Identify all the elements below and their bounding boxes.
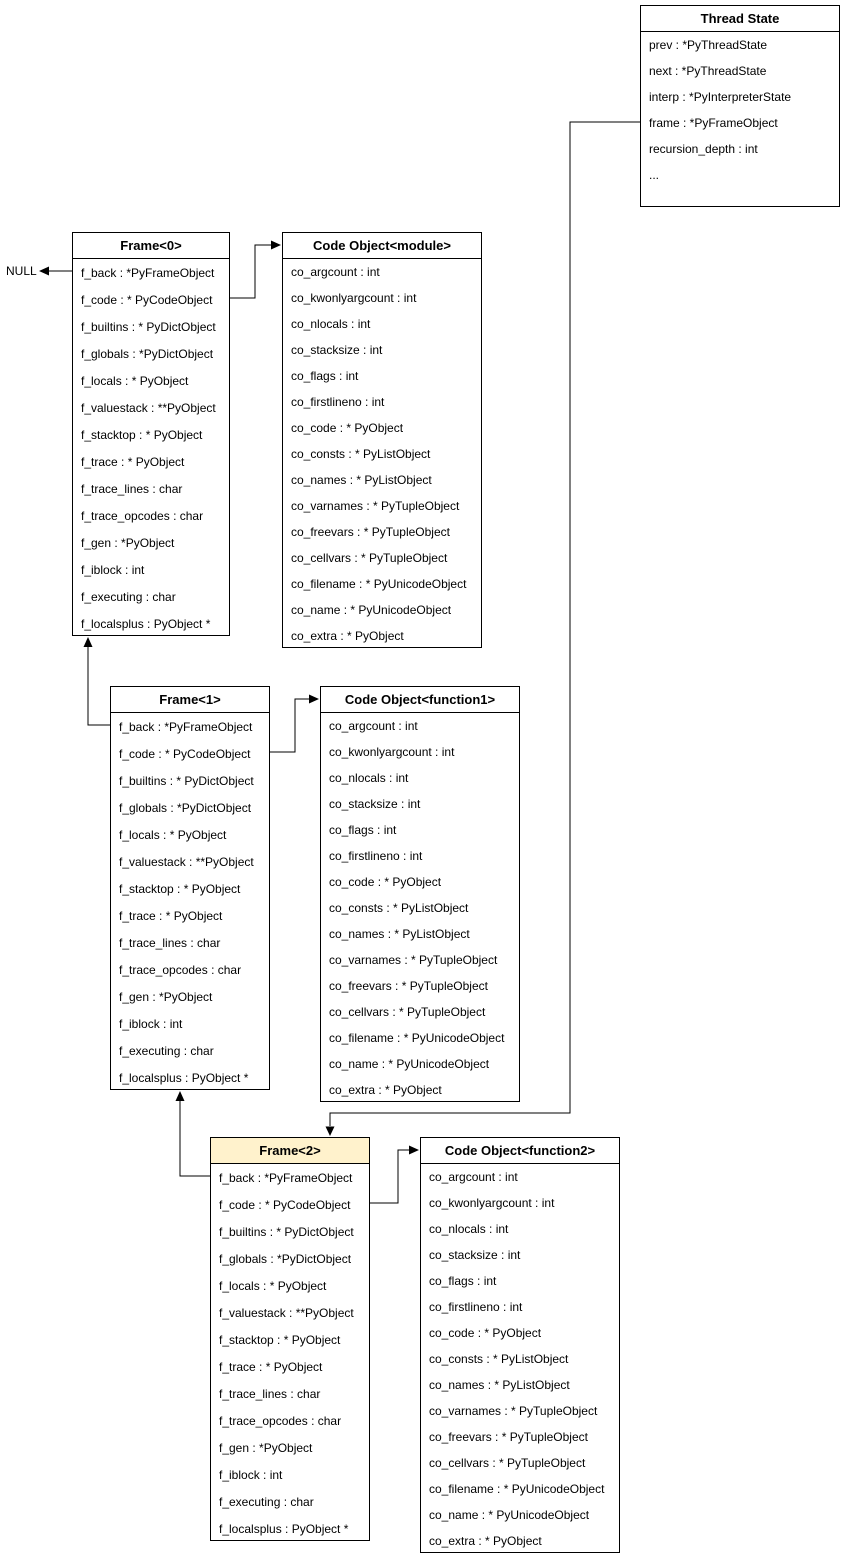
field-row: f_stacktop : * PyObject	[81, 427, 203, 442]
code-function2-title: Code Object<function2>	[421, 1138, 619, 1164]
field-row: co_firstlineno : int	[429, 1300, 523, 1314]
field-row: f_executing : char	[219, 1494, 314, 1509]
frame1-box	[110, 686, 270, 1090]
field-row: co_kwonlyargcount : int	[429, 1196, 555, 1210]
field-row: prev : *PyThreadState	[649, 38, 768, 52]
field-row: co_argcount : int	[429, 1170, 518, 1184]
field-row: f_gen : *PyObject	[219, 1440, 313, 1455]
field-row: f_iblock : int	[119, 1016, 183, 1031]
frame2-title: Frame<2>	[211, 1138, 369, 1164]
code-function1-title: Code Object<function1>	[321, 687, 519, 713]
field-row: f_valuestack : **PyObject	[219, 1305, 354, 1320]
code-function1-box	[320, 686, 520, 1102]
field-row: f_iblock : int	[219, 1467, 283, 1482]
field-row: co_argcount : int	[291, 265, 380, 279]
field-row: f_back : *PyFrameObject	[119, 719, 253, 734]
field-row: f_builtins : * PyDictObject	[219, 1224, 354, 1239]
frame1-fields	[111, 713, 269, 1090]
field-row: co_cellvars : * PyTupleObject	[429, 1456, 586, 1470]
field-row: co_code : * PyObject	[291, 421, 404, 435]
field-row: co_firstlineno : int	[329, 849, 423, 863]
field-row: co_filename : * PyUnicodeObject	[429, 1482, 605, 1496]
field-row: co_kwonlyargcount : int	[291, 291, 417, 305]
field-row: f_trace_opcodes : char	[119, 962, 242, 977]
field-row: co_filename : * PyUnicodeObject	[329, 1031, 505, 1045]
field-row: f_globals : *PyDictObject	[219, 1251, 352, 1266]
field-row: co_kwonlyargcount : int	[329, 745, 455, 759]
thread-state-fields	[641, 32, 839, 188]
field-row: f_gen : *PyObject	[81, 535, 175, 550]
code-function1-fields	[321, 713, 519, 1102]
field-row: f_globals : *PyDictObject	[119, 800, 252, 815]
field-row: f_locals : * PyObject	[119, 827, 227, 842]
field-row: f_trace : * PyObject	[219, 1359, 323, 1374]
field-row: f_valuestack : **PyObject	[81, 400, 216, 415]
field-row: co_nlocals : int	[329, 771, 409, 785]
field-row: co_extra : * PyObject	[329, 1083, 442, 1097]
field-row: co_freevars : * PyTupleObject	[429, 1430, 588, 1444]
code-function2-fields	[421, 1164, 619, 1553]
field-row: co_extra : * PyObject	[291, 629, 404, 643]
field-row: co_name : * PyUnicodeObject	[429, 1508, 590, 1522]
field-row: co_flags : int	[291, 369, 359, 383]
field-row: co_freevars : * PyTupleObject	[329, 979, 488, 993]
field-row: f_globals : *PyDictObject	[81, 346, 214, 361]
code-module-title: Code Object<module>	[283, 233, 481, 259]
field-row: f_back : *PyFrameObject	[219, 1170, 353, 1185]
field-row: co_cellvars : * PyTupleObject	[329, 1005, 486, 1019]
null-label: NULL	[6, 264, 37, 278]
field-row: co_stacksize : int	[429, 1248, 521, 1262]
field-row: f_executing : char	[119, 1043, 214, 1058]
thread-state-box	[640, 5, 840, 207]
code-module-fields	[283, 259, 481, 648]
field-row: co_flags : int	[429, 1274, 497, 1288]
field-row: f_builtins : * PyDictObject	[81, 319, 216, 334]
field-row: co_nlocals : int	[291, 317, 371, 331]
frame1-title: Frame<1>	[111, 687, 269, 713]
field-row: co_flags : int	[329, 823, 397, 837]
field-row: f_gen : *PyObject	[119, 989, 213, 1004]
field-row: co_consts : * PyListObject	[329, 901, 469, 915]
frame0-fields	[73, 259, 229, 636]
field-row: co_stacksize : int	[329, 797, 421, 811]
field-row: co_consts : * PyListObject	[291, 447, 431, 461]
field-row: frame : *PyFrameObject	[649, 116, 778, 130]
field-row: f_localsplus : PyObject *	[119, 1070, 249, 1085]
frame2-box	[210, 1137, 370, 1541]
field-row: f_code : * PyCodeObject	[119, 746, 251, 761]
field-row: co_argcount : int	[329, 719, 418, 733]
field-row: co_names : * PyListObject	[429, 1378, 570, 1392]
field-row: co_filename : * PyUnicodeObject	[291, 577, 467, 591]
frame1-fback-to-frame0-arrow	[84, 637, 111, 725]
field-row: co_names : * PyListObject	[291, 473, 432, 487]
frame2-fcode-to-code-function2-arrow	[370, 1146, 419, 1204]
frame2-fields	[211, 1164, 369, 1541]
code-module-box	[282, 232, 482, 648]
field-row: f_localsplus : PyObject *	[219, 1521, 349, 1536]
field-row: f_locals : * PyObject	[219, 1278, 327, 1293]
frame2-fback-to-frame1-arrow	[176, 1091, 211, 1176]
field-row: f_trace : * PyObject	[119, 908, 223, 923]
field-row: co_name : * PyUnicodeObject	[291, 603, 452, 617]
field-row: f_back : *PyFrameObject	[81, 265, 215, 280]
thread-state-title: Thread State	[641, 6, 839, 32]
frame1-fcode-to-code-function1-arrow	[270, 695, 319, 753]
field-row: co_consts : * PyListObject	[429, 1352, 569, 1366]
field-row: f_valuestack : **PyObject	[119, 854, 254, 869]
field-row: f_code : * PyCodeObject	[81, 292, 213, 307]
field-row: co_firstlineno : int	[291, 395, 385, 409]
frame0-box	[72, 232, 230, 636]
field-row: co_nlocals : int	[429, 1222, 509, 1236]
frame0-fcode-to-code-module-arrow	[230, 241, 281, 299]
field-row: f_builtins : * PyDictObject	[119, 773, 254, 788]
field-row: co_stacksize : int	[291, 343, 383, 357]
field-row: f_trace : * PyObject	[81, 454, 185, 469]
field-row: f_locals : * PyObject	[81, 373, 189, 388]
field-row: f_trace_opcodes : char	[81, 508, 204, 523]
field-row: co_freevars : * PyTupleObject	[291, 525, 450, 539]
field-row: co_code : * PyObject	[329, 875, 442, 889]
frame0-fback-to-null-arrow	[39, 267, 72, 276]
field-row: co_varnames : * PyTupleObject	[429, 1404, 598, 1418]
field-row: ...	[649, 168, 660, 182]
field-row: co_varnames : * PyTupleObject	[329, 953, 498, 967]
field-row: f_localsplus : PyObject *	[81, 616, 211, 631]
field-row: f_trace_lines : char	[119, 935, 221, 950]
field-row: f_iblock : int	[81, 562, 145, 577]
field-row: co_extra : * PyObject	[429, 1534, 542, 1548]
field-row: f_trace_opcodes : char	[219, 1413, 342, 1428]
field-row: f_code : * PyCodeObject	[219, 1197, 351, 1212]
field-row: co_varnames : * PyTupleObject	[291, 499, 460, 513]
field-row: f_trace_lines : char	[81, 481, 183, 496]
field-row: co_cellvars : * PyTupleObject	[291, 551, 448, 565]
field-row: f_executing : char	[81, 589, 176, 604]
field-row: f_stacktop : * PyObject	[119, 881, 241, 896]
field-row: next : *PyThreadState	[649, 64, 767, 78]
code-function2-box	[420, 1137, 620, 1553]
frame0-title: Frame<0>	[73, 233, 229, 259]
field-row: co_name : * PyUnicodeObject	[329, 1057, 490, 1071]
field-row: co_names : * PyListObject	[329, 927, 470, 941]
field-row: interp : *PyInterpreterState	[649, 90, 792, 104]
field-row: co_code : * PyObject	[429, 1326, 542, 1340]
field-row: f_stacktop : * PyObject	[219, 1332, 341, 1347]
field-row: f_trace_lines : char	[219, 1386, 321, 1401]
field-row: recursion_depth : int	[649, 142, 758, 156]
